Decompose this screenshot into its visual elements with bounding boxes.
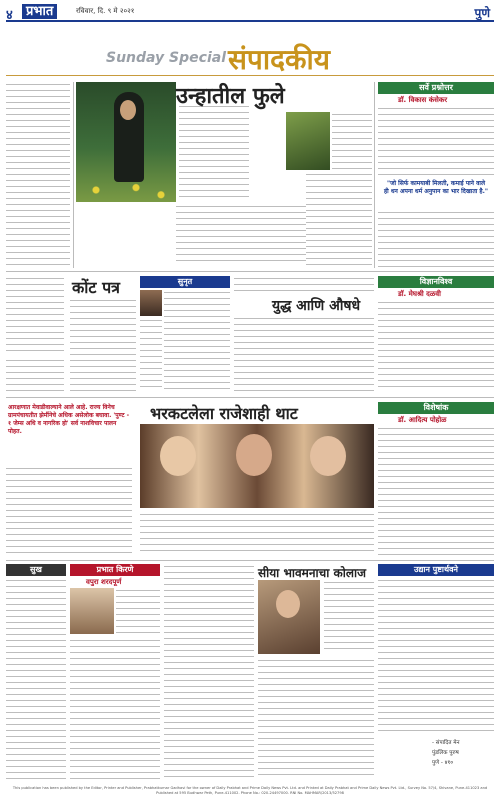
issue-date: रविवार, दि. ९ मे २०२१ [76, 7, 135, 15]
middle-text [164, 564, 254, 780]
yuddha-text [234, 316, 374, 392]
udyana-text [378, 578, 494, 734]
left-box-text [6, 466, 132, 556]
sukh-head: सुख [6, 564, 66, 576]
sita-photo [258, 580, 320, 654]
prabhat-byline: वपुरा शरदपूर्ण [86, 578, 122, 586]
kaun-left-text [6, 276, 64, 354]
udyana-head: उद्यान पुष्टार्थवने [378, 564, 494, 576]
prabhat-photo [70, 588, 114, 634]
sunrut-text [164, 290, 230, 392]
page-number: ४ [6, 8, 13, 23]
vishesh-text [378, 426, 494, 556]
right-column-text-2 [378, 210, 494, 268]
sunrut-head: सुनृत [140, 276, 230, 288]
lead-side-photo [286, 112, 330, 170]
lead-headline: उन्हातील फुले [176, 84, 285, 109]
lead-photo [76, 82, 176, 202]
lead-side-text [332, 112, 372, 170]
right-column-text-1 [378, 106, 494, 176]
sunrut-text-b [140, 318, 162, 392]
yuddha-intro [234, 276, 374, 294]
right-inner-text [306, 172, 372, 266]
sukh-text [6, 578, 66, 780]
sunrut-photo [140, 290, 162, 316]
newspaper-logo: प्रभात [22, 4, 57, 19]
editorial-title: संपादकीय [228, 43, 330, 76]
prabhat-text-2 [70, 638, 160, 780]
bhrakt-headline: भरकटलेला राजेशाही थाट [150, 404, 298, 423]
vigyan-head: विज्ञानविश्व [378, 276, 494, 288]
sita-side-text [324, 580, 374, 654]
vishesh-head: विशेषांक [378, 402, 494, 414]
vishesh-byline: डॉ. आदित्य पोहोळ [398, 416, 447, 424]
right-column-quote: "जो सिर्फ कामयाबी मिलती, कमाई पाने वाले ही धन अपना धर्म अनुपान का भार दिखाता है." [384, 180, 488, 195]
left-column-text [6, 82, 70, 268]
vigyan-text [378, 300, 494, 392]
right-column-head: सर्वे प्रश्नोत्तर [378, 82, 494, 94]
udyana-signature: - संपादित मेन [432, 740, 460, 746]
sunday-special-label: Sunday Special [106, 50, 226, 66]
edition-city: पुणे [474, 6, 490, 20]
kaun-text [70, 298, 136, 392]
left-red-box: आरक्षणात मेवाडीवाल्याने आले आहे. राज्य विनेच ग्रामपंचायतीत झेर्मीनेचे अधिक असेलोक बघावा. 'पुण्ट - १ जेम्स अधि व नागरिक हो' सर्व नाशविचार पालन पोहत. [8, 404, 130, 435]
bhrakt-photo [140, 424, 374, 508]
section-banner [6, 26, 494, 76]
prabhat-head: प्रभात किरणे [70, 564, 160, 576]
udyana-sign-2: पुंडलिक पुरुष [432, 750, 459, 756]
sita-headline: सीया भावमनाचा कोलाज [258, 566, 367, 580]
prabhat-text [116, 588, 160, 634]
imprint-footer: This publication has been published by the Editor, Printer and Publisher, Prabhatkumar Gadhavi for the owner of Daily Prabhat and Prime Daily News Pvt. Ltd. and Printed at Daily Prabhat and Prime Daily News Pvt. Ltd., Survey No. 57/4, Shivane, Pune-411023 and Published at 595 Budhwar Peth, Pune-411002. Phone No.: 020-24497000. RNI No. MAHMAR/2013/52798 [12, 786, 488, 795]
sita-text [258, 658, 374, 780]
kaun-text-2 [6, 358, 64, 392]
udyana-sign-3: पुणे - ४१० [432, 760, 454, 766]
lead-intro-text [179, 104, 249, 200]
vigyan-byline: डॉ. मेघश्री दळवी [398, 290, 441, 298]
right-column-byline: डॉ. विकास कंसेकर [398, 96, 448, 104]
kaun-headline: कोंट पत्र [72, 278, 120, 297]
masthead [6, 4, 494, 22]
yuddha-headline: युद्ध आणि औषधे [272, 298, 361, 314]
bhrakt-text [140, 512, 374, 556]
